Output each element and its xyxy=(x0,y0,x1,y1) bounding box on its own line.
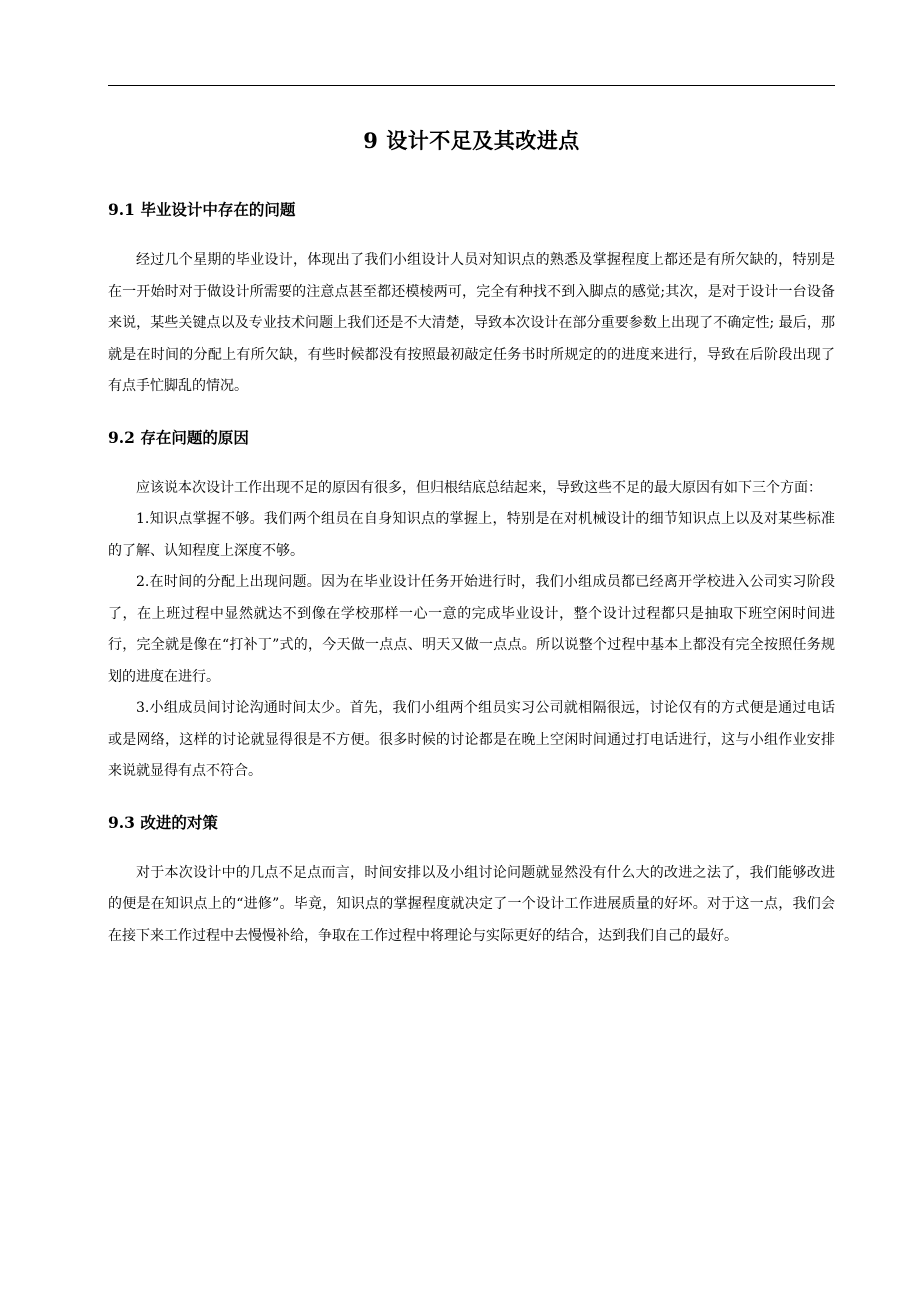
header-rule xyxy=(108,85,835,86)
paragraph: 对于本次设计中的几点不足点而言，时间安排以及小组讨论问题就显然没有什么大的改进之法了，我们能够改进的便是在知识点上的“进修”。毕竟，知识点的掌握程度就决定了一个设计工作进展质量的好坏。对于这一点，我们会在接下来工作过程中去慢慢补给，争取在工作过程中将理论与实际更好的结合，达到我们自己的最好。 xyxy=(108,864,835,944)
list-item-2: 2.在时间的分配上出现问题。因为在毕业设计任务开始进行时，我们小组成员都已经离开学校进入公司实习阶段了，在上班过程中显然就达不到像在学校那样一心一意的完成毕业设计，整个设计过程都只是抽取下班空闲时间进行，完全就是像在“打补丁”式的，今天做一点点、明天又做一点点。所以说整个过程中基本上都没有完全按照任务规划的进度在进行。 xyxy=(108,574,835,685)
section-heading-9-2: 9.2 存在问题的原因 xyxy=(108,427,249,447)
list-item-3: 3.小组成员间讨论沟通时间太少。首先，我们小组两个组员实习公司就相隔很远，讨论仅有的方式便是通过电话或是网络，这样的讨论就显得很是不方便。很多时候的讨论都是在晚上空闲时间通过打电话进行，这与小组作业安排来说就显得有点不符合。 xyxy=(108,700,835,779)
page-content xyxy=(108,118,835,952)
section-heading-9-1: 9.1 毕业设计中存在的问题 xyxy=(108,200,296,219)
paragraph: 应该说本次设计工作出现不足的原因有很多，但归根结底总结起来，导致这些不足的最大原因有如下三个方面： xyxy=(136,479,822,496)
paragraph: 经过几个星期的毕业设计，体现出了我们小组设计人员对知识点的熟悉及掌握程度上都还是有所欠缺的，特别是在一开始时对于做设计所需要的注意点甚至都还模棱两可，完全有种找不到入脚点的感觉;其次，是对于设计一台设备来说，某些关键点以及专业技术问题上我们还是不大清楚，导致本次设计在部分重要参数上出现了不确定性; 最后，那就是在时间的分配上有所欠缺，有些时候都没有按照最初敲定任务书时所规定的的进度来进行，导致在后阶段出现了有点手忙脚乱的情况。 xyxy=(108,252,835,394)
list-item-1: 1.知识点掌握不够。我们两个组员在自身知识点的掌握上，特别是在对机械设计的细节知识点上以及对某些标准的了解、认知程度上深度不够。 xyxy=(108,511,835,559)
chapter-title: 9 设计不足及其改进点 xyxy=(363,128,580,153)
section-heading-9-3: 9.3 改进的对策 xyxy=(108,812,218,832)
